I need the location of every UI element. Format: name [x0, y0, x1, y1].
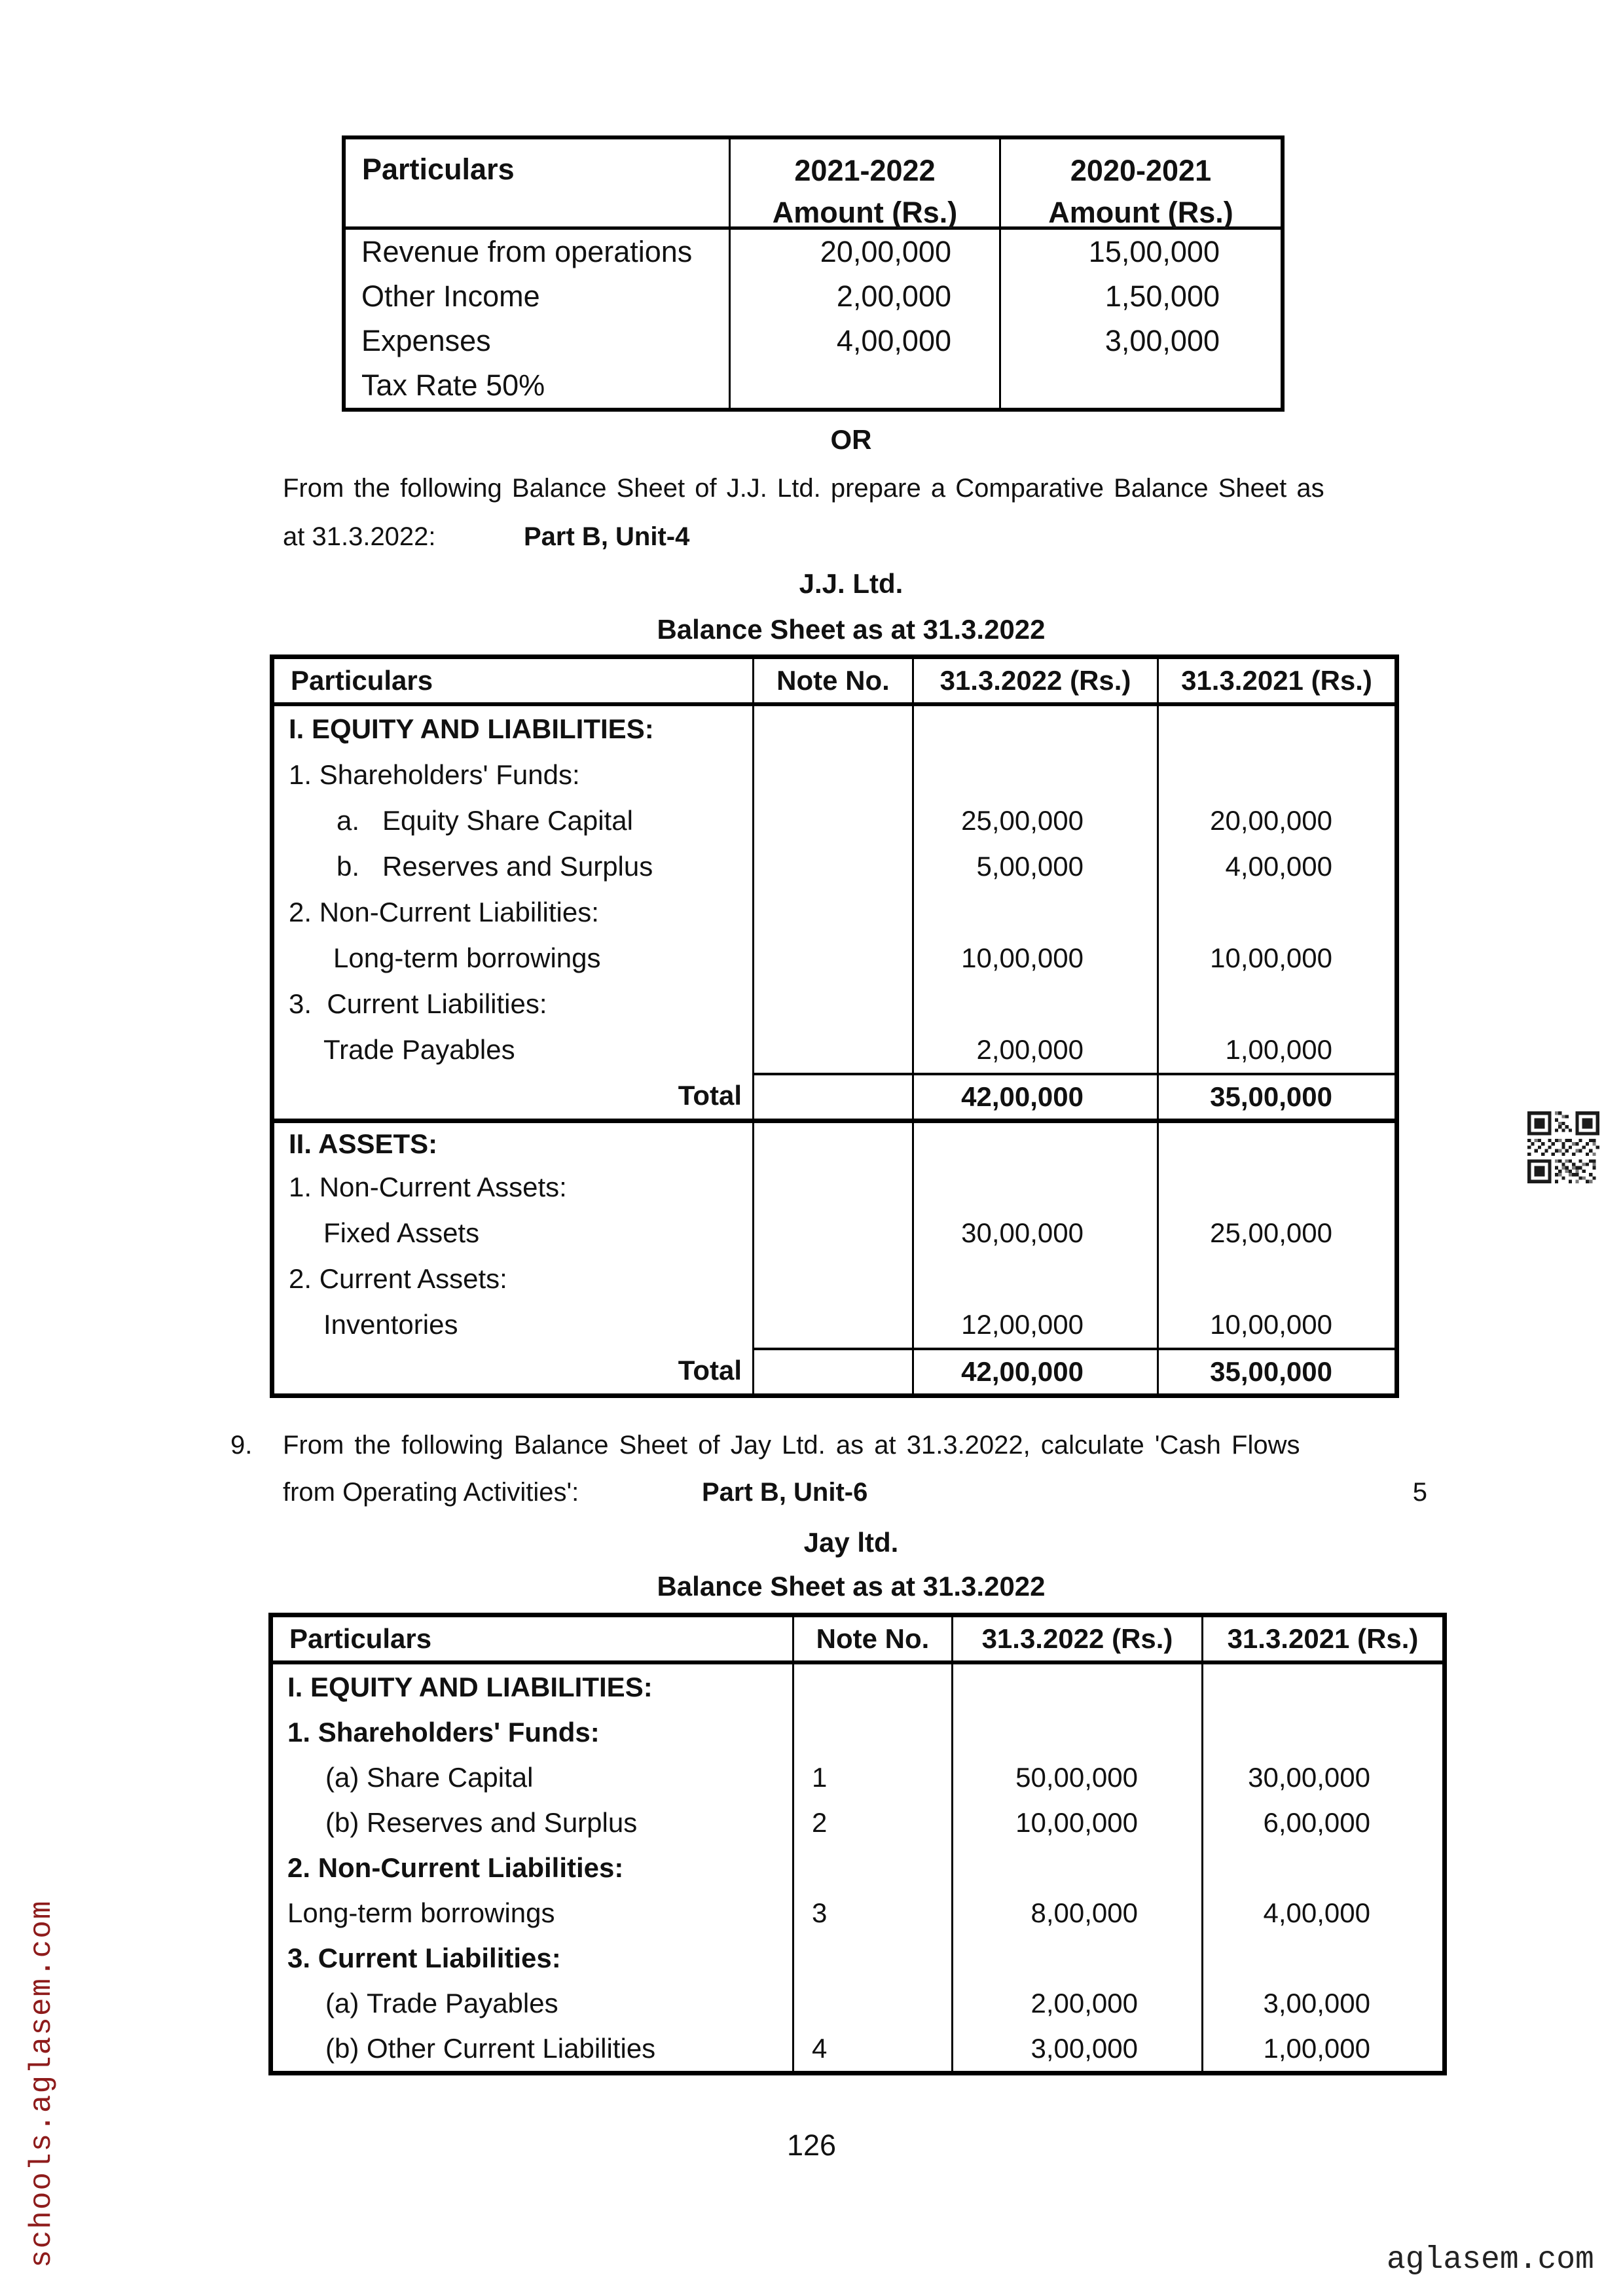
page-number: 126 [786, 2128, 837, 2162]
question9-number: 9. [230, 1431, 253, 1460]
table-cell: (b) Reserves and Surplus [273, 1800, 794, 1845]
table-cell: II. ASSETS: [274, 1119, 754, 1164]
table-cell [914, 981, 1159, 1027]
column-header-2020-2021 [1001, 139, 1281, 230]
table-cell [1159, 1119, 1395, 1164]
table-cell: (b) Other Current Liabilities [273, 2026, 794, 2071]
table-cell [754, 981, 914, 1027]
table-cell: Inventories [274, 1302, 754, 1348]
table-cell: 3. Current Liabilities: [273, 1935, 794, 1981]
table-cell: Revenue from operations [346, 230, 731, 274]
table-cell: 8,00,000 [953, 1890, 1203, 1935]
table-cell: 1,00,000 [1263, 2032, 1370, 2064]
table-cell [1203, 1664, 1442, 1710]
table-cell [754, 935, 914, 981]
table-cell: 10,00,000 [1210, 942, 1332, 973]
table-cell: 4,00,000 [1225, 851, 1332, 882]
table-cell: 25,00,000 [914, 798, 1159, 844]
question9-unit-ref: Part B, Unit-6 [702, 1478, 868, 1507]
table-cell: Trade Payables [274, 1027, 754, 1073]
question-or-line2-start: at 31.3.2022: [283, 522, 436, 551]
table-cell [754, 889, 914, 935]
table-cell [754, 844, 914, 889]
table-cell: 10,00,000 [914, 935, 1159, 981]
table-cell: 4,00,000 [1263, 1897, 1370, 1928]
table-cell [794, 1935, 953, 1981]
table-cell [1203, 1845, 1442, 1890]
table-cell [914, 752, 1159, 798]
table-cell [914, 1119, 1159, 1164]
table-cell: 2,00,000 [731, 274, 1001, 319]
jj-company-title: J.J. Ltd. [799, 568, 903, 599]
table-cell: 50,00,000 [953, 1755, 1203, 1800]
table-cell [794, 1710, 953, 1755]
jay-balance-sheet-table [268, 1613, 1447, 2075]
table-cell [754, 1119, 914, 1164]
table-cell [1203, 1935, 1442, 1981]
note-cell [794, 1981, 953, 2026]
column-header-2021: 31.3.2021 (Rs.) [1203, 1617, 1442, 1664]
table-cell [794, 1664, 953, 1710]
table-cell [754, 706, 914, 752]
table-cell: (a) Trade Payables [273, 1981, 794, 2026]
table-cell: 3,00,000 [953, 2026, 1203, 2071]
question-or-line1: From the following Balance Sheet of J.J. Ltd. prepare a Comparative Balance Sheet as [283, 474, 1324, 503]
header-amount-line: Amount (Rs.) [772, 196, 958, 229]
table-cell [754, 1210, 914, 1256]
table-cell: 25,00,000 [1210, 1217, 1332, 1248]
column-header-2022: 31.3.2022 (Rs.) [914, 659, 1159, 706]
table-cell: 6,00,000 [1263, 1806, 1370, 1838]
jay-sheet-title: Balance Sheet as at 31.3.2022 [657, 1571, 1046, 1602]
table-cell [754, 1027, 914, 1073]
or-divider: OR [830, 424, 872, 455]
table-cell: 10,00,000 [953, 1800, 1203, 1845]
table-cell: 10,00,000 [1210, 1309, 1332, 1340]
table-cell: 3. Current Liabilities: [274, 981, 754, 1027]
table-cell [1159, 706, 1395, 752]
header-year-line: 2020-2021 [1070, 154, 1212, 187]
table-cell [731, 363, 1001, 408]
table-cell: 1. Non-Current Assets: [274, 1164, 754, 1210]
table-cell [1001, 363, 1281, 408]
column-header-note-no: Note No. [794, 1617, 953, 1664]
total-amount-cell: 35,00,000 [1159, 1348, 1395, 1393]
left-vertical-watermark: schools.aglasem.com [25, 1899, 59, 2268]
table-cell [914, 1256, 1159, 1302]
table-cell: 4,00,000 [731, 319, 1001, 363]
table-cell [754, 1164, 914, 1210]
table-cell: 1,00,000 [1225, 1034, 1332, 1065]
column-header-particulars: Particulars [346, 139, 731, 230]
column-header-2022: 31.3.2022 (Rs.) [953, 1617, 1203, 1664]
table-cell: 2. Current Assets: [274, 1256, 754, 1302]
table-cell: Expenses [346, 319, 731, 363]
income-statement-table [342, 135, 1285, 412]
table-cell: 2,00,000 [953, 1981, 1203, 2026]
table-cell: 2. Non-Current Liabilities: [274, 889, 754, 935]
column-header-particulars: Particulars [274, 659, 754, 706]
table-cell [754, 752, 914, 798]
bottom-right-watermark: aglasem.com [1387, 2242, 1594, 2278]
table-cell [914, 1164, 1159, 1210]
table-cell: Long-term borrowings [274, 935, 754, 981]
table-cell: Other Income [346, 274, 731, 319]
question-or-unit-ref: Part B, Unit-4 [524, 522, 690, 551]
table-cell: a. Equity Share Capital [274, 798, 754, 844]
total-label-cell: Total [274, 1073, 754, 1119]
note-cell: 2 [794, 1800, 953, 1845]
table-cell [1159, 1164, 1395, 1210]
question9-line2-start: from Operating Activities': [283, 1478, 579, 1507]
table-cell: 3,00,000 [1263, 1987, 1370, 2018]
jj-balance-sheet-table [270, 655, 1399, 1398]
jj-sheet-title: Balance Sheet as at 31.3.2022 [657, 614, 1046, 645]
table-cell [754, 1256, 914, 1302]
table-cell: 12,00,000 [914, 1302, 1159, 1348]
column-header-2021: 31.3.2021 (Rs.) [1159, 659, 1395, 706]
table-cell [1159, 981, 1395, 1027]
table-cell [1159, 752, 1395, 798]
table-cell [754, 1348, 914, 1393]
table-cell: Fixed Assets [274, 1210, 754, 1256]
total-amount-cell: 42,00,000 [914, 1348, 1159, 1393]
table-cell: I. EQUITY AND LIABILITIES: [273, 1664, 794, 1710]
table-cell [953, 1845, 1203, 1890]
total-amount-cell: 35,00,000 [1159, 1073, 1395, 1119]
question9-marks: 5 [1412, 1478, 1427, 1507]
note-cell: 4 [794, 2026, 953, 2071]
table-cell [1203, 1710, 1442, 1755]
note-cell: 3 [794, 1890, 953, 1935]
qr-code [1524, 1108, 1603, 1187]
header-year-line: 2021-2022 [794, 154, 936, 187]
table-cell: 5,00,000 [914, 844, 1159, 889]
table-cell: 20,00,000 [731, 230, 1001, 274]
table-cell [953, 1710, 1203, 1755]
note-cell: 1 [794, 1755, 953, 1800]
total-amount-cell: 42,00,000 [914, 1073, 1159, 1119]
table-cell [754, 1302, 914, 1348]
column-header-2021-2022 [731, 139, 1001, 230]
table-cell: Long-term borrowings [273, 1890, 794, 1935]
table-cell [914, 706, 1159, 752]
table-cell: 30,00,000 [1248, 1761, 1370, 1793]
table-cell [953, 1935, 1203, 1981]
table-cell: 1. Shareholders' Funds: [274, 752, 754, 798]
table-cell: Tax Rate 50% [346, 363, 731, 408]
table-cell [1159, 889, 1395, 935]
table-cell: 1,50,000 [1104, 279, 1220, 313]
jay-company-title: Jay ltd. [803, 1527, 899, 1558]
table-cell: 2. Non-Current Liabilities: [273, 1845, 794, 1890]
table-cell: 2,00,000 [914, 1027, 1159, 1073]
table-cell [953, 1664, 1203, 1710]
table-cell: I. EQUITY AND LIABILITIES: [274, 706, 754, 752]
header-amount-line: Amount (Rs.) [1048, 196, 1233, 229]
table-cell [914, 889, 1159, 935]
table-cell: (a) Share Capital [273, 1755, 794, 1800]
table-cell: 15,00,000 [1088, 235, 1220, 268]
table-cell [754, 798, 914, 844]
column-header-note-no: Note No. [754, 659, 914, 706]
total-label-cell: Total [274, 1348, 754, 1393]
table-cell: 30,00,000 [914, 1210, 1159, 1256]
table-cell: b. Reserves and Surplus [274, 844, 754, 889]
table-cell: 1. Shareholders' Funds: [273, 1710, 794, 1755]
table-cell [1159, 1256, 1395, 1302]
column-header-particulars: Particulars [273, 1617, 794, 1664]
table-cell [794, 1845, 953, 1890]
table-cell: 3,00,000 [1104, 324, 1220, 357]
table-cell [754, 1073, 914, 1119]
question9-line1: From the following Balance Sheet of Jay Ltd. as at 31.3.2022, calculate 'Cash Flows [283, 1431, 1300, 1460]
table-cell: 20,00,000 [1210, 805, 1332, 836]
